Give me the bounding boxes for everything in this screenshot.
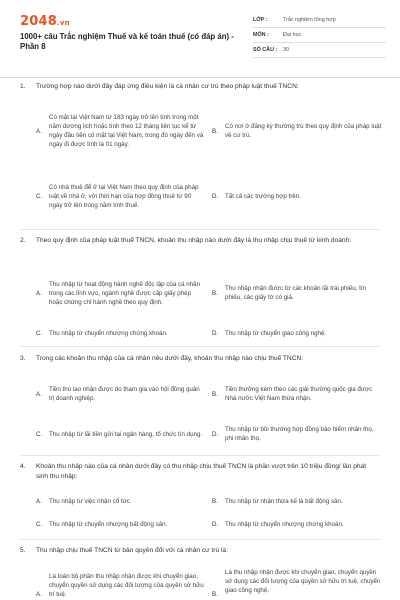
question-2 — [20, 236, 380, 246]
option-c[interactable]: C. Có nhà thuê để ở tại Việt Nam theo quy định của pháp luật về nhà ở, với thời hạn của hợp đồng thuê từ 90 ngày trở lên trong năm tính thuế. — [36, 183, 199, 209]
question-divider — [20, 346, 380, 347]
question-divider — [20, 539, 380, 540]
document-title: 1000+ câu Trắc nghiệm Thuế và kế toán thuế (có đáp án) - Phần 8 — [20, 32, 234, 51]
meta-row-question-count: SỐ CÂU : 30 — [253, 43, 386, 58]
option-b[interactable]: B. Thu nhập từ nhận thừa kế là bất động sản. — [212, 497, 343, 505]
question-divider — [20, 229, 380, 230]
question-4 — [20, 462, 380, 482]
option-b[interactable]: B. Tiền thưởng kèm theo các giải thưởng quốc gia được Nhà nước Việt Nam thừa nhận. — [212, 386, 373, 402]
question-text: 3. Trong các khoản thu nhập của cá nhân nêu dưới đây, khoản thu nhập nào chịu thuế TNCN: — [20, 355, 304, 362]
question-1 — [20, 82, 380, 92]
option-a[interactable]: A. Thu nhập từ việc nhận cổ tức. — [36, 497, 132, 505]
option-d[interactable]: D. Thu nhập từ chuyển giao công nghệ. — [212, 329, 327, 337]
option-a[interactable]: A. Là toàn bộ phần thu nhập nhận được khi chuyển giao, chuyển quyền sử dụng các đối tượng của quyền sở hữu trí tuệ. — [36, 573, 204, 598]
option-d[interactable]: D. Tất cả các trường hợp trên. — [212, 192, 301, 200]
meta-row-class: LỚP : Trắc nghiệm tổng hợp — [253, 13, 386, 28]
option-a[interactable]: A. Thu nhập từ hoạt động hành nghề độc lập của cá nhân trong các lĩnh vực, ngành nghề được cấp giấy phép hoặc chứng chỉ hành nghề theo quy định. — [36, 280, 201, 306]
option-c[interactable]: C. Thu nhập từ chuyển nhượng bất động sản. — [36, 520, 168, 528]
option-c[interactable]: C. Thu nhập từ chuyển nhượng chứng khoán. — [36, 329, 168, 337]
option-d[interactable]: D. Thu nhập từ chuyển nhượng chứng khoán. — [212, 520, 344, 528]
question-text: 4. Khoản thu nhập nào của cá nhân dưới đây có thu nhập chịu thuế TNCN là phần vượt trên 10 triệu đồng/ lần phát sinh thu nhập: — [20, 463, 367, 480]
option-d[interactable]: D. Thu nhập từ bồi thường hợp đồng bảo hiểm nhân thọ, phi nhân thọ. — [212, 426, 374, 442]
site-logo[interactable]: 2048.vn — [20, 14, 70, 29]
question-text: 1. Trường hợp nào dưới đây đáp ứng điều kiện là cá nhân cư trú theo pháp luật thuế TNCN: — [20, 83, 299, 90]
question-text: 5. Thu nhập chịu thuế TNCN từ bản quyền đối với cá nhân cư trú là: — [20, 547, 228, 554]
option-b[interactable]: B. Có nơi ở đăng ký thường trú theo quy định của pháp luật về cư trú. — [212, 123, 382, 139]
option-c[interactable]: C. Thu nhập từ lãi tiền gửi tại ngân hàng, tổ chức tín dụng. — [36, 430, 203, 438]
question-3 — [20, 354, 380, 364]
option-b[interactable]: B. Là thu nhập nhận được khi chuyển giao, chuyển quyền sử dụng các đối tượng của quyền sở hữu trí tuệ, chuyển giao công nghệ. — [212, 569, 381, 598]
question-text: 2. Theo quy định của pháp luật thuế TNCN, khoản thu nhập nào dưới đây là thu nhập chịu thuế từ kinh doanh: — [20, 237, 352, 244]
meta-row-subject: MÔN : Đại học — [253, 28, 386, 43]
option-b[interactable]: B. Thu nhập nhận được từ các khoản lãi trái phiếu, tín phiếu, các giấy tờ có giá. — [212, 285, 366, 301]
question-5 — [20, 546, 380, 556]
document-meta — [253, 13, 386, 58]
question-divider — [20, 455, 380, 456]
option-a[interactable]: A. Có mặt tại Việt Nam từ 183 ngày trở lên tính trong một năm dương lịch hoặc tính theo 12 tháng liên tục kể từ ngày đầu tiên có mặt tại Việt Nam, trong đó ngày đến và ngày đi được tính là 01 ngày. — [36, 114, 204, 148]
option-a[interactable]: A. Tiền thù lao nhận được do tham gia vào hội đồng quản trị doanh nghiệp. — [36, 386, 200, 402]
document-header — [0, 0, 400, 78]
